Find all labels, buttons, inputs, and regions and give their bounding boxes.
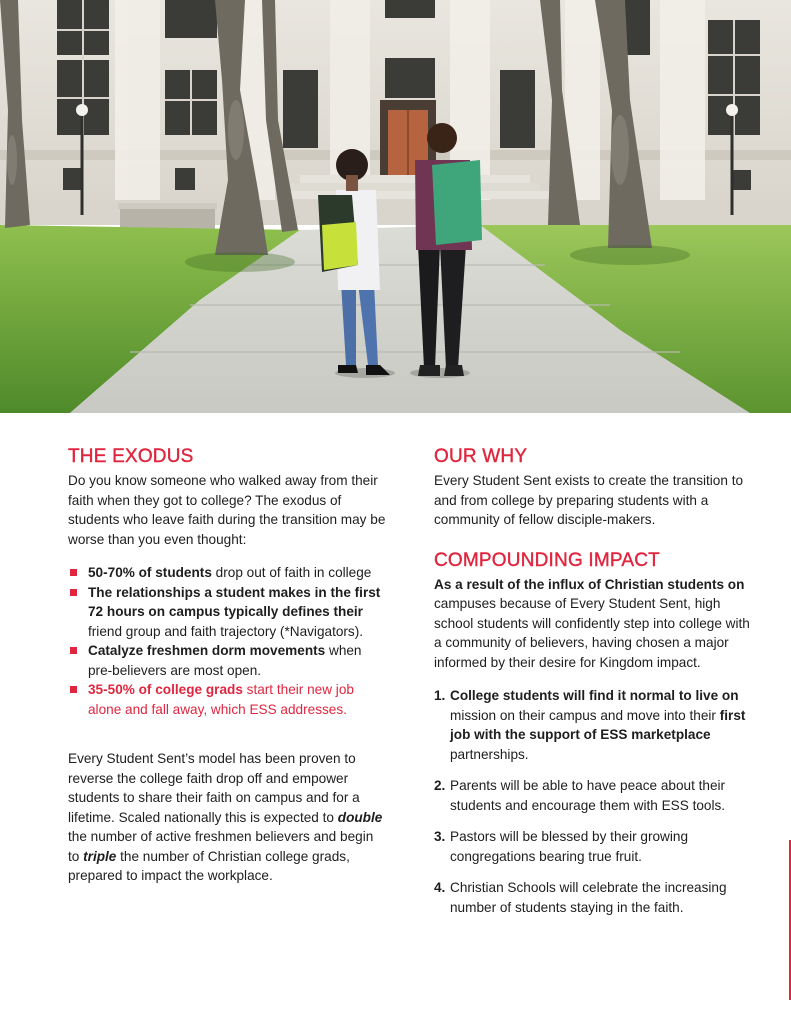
exodus-intro: Do you know someone who walked away from their faith when they got to college? The exodus of students who leave faith during the transition may be worse than you even thought:: [68, 473, 386, 547]
list-item: 4. Christian Schools will celebrate the increasing number of students staying in the faith.: [434, 880, 727, 915]
exodus-heading: THE EXODUS: [68, 446, 194, 467]
right-column: [434, 446, 754, 929]
red-square-bullet-icon: [70, 686, 77, 693]
list-item: The relationships a student makes in the first 72 hours on campus typically defines their friend group and faith trajectory (*Navigators).: [68, 583, 386, 642]
our-why-text: Every Student Sent exists to create the transition to and from college by preparing students with a community of fellow disciple-makers.: [434, 473, 744, 527]
list-item: 1. College students will find it normal to live on mission on their campus and move into their first job with the support of ESS marketplace partnerships.: [434, 688, 746, 762]
exodus-stats-list: [68, 563, 386, 719]
impact-list: [434, 686, 754, 917]
red-square-bullet-icon: [70, 589, 77, 596]
campus-walkway-photo-icon: [0, 0, 791, 413]
list-item: Catalyze freshmen dorm movements when pre-believers are most open.: [68, 641, 386, 680]
list-item: 50-70% of students drop out of faith in college: [68, 563, 386, 583]
list-item: 2. Parents will be able to have peace about their students and encourage them with ESS tools.: [434, 778, 726, 813]
red-square-bullet-icon: [70, 569, 77, 576]
compounding-impact-intro: As a result of the influx of Christian students on campuses because of Every Student Sent, high school students will confidently step into college with a community of believers, having chosen a major informed by their desire for Kingdom impact.: [434, 576, 750, 670]
red-square-bullet-icon: [70, 647, 77, 654]
compounding-impact-heading: COMPOUNDING IMPACT: [434, 549, 660, 571]
left-column: [68, 446, 386, 886]
ess-model-paragraph: Every Student Sent’s model has been proven to reverse the college faith drop off and empower students to share their faith on campus and for a lifetime. Scaled nationally this is expected to double the number of active freshmen believers and begin to triple the number of Christian college grads, prepared to impact the workplace.: [68, 751, 383, 883]
hero-photo: [0, 0, 791, 413]
our-why-heading: OUR WHY: [434, 446, 528, 467]
list-item: 3. Pastors will be blessed by their growing congregations bearing true fruit.: [434, 829, 689, 864]
list-item: 35-50% of college grads start their new job alone and fall away, which ESS addresses.: [68, 680, 386, 719]
